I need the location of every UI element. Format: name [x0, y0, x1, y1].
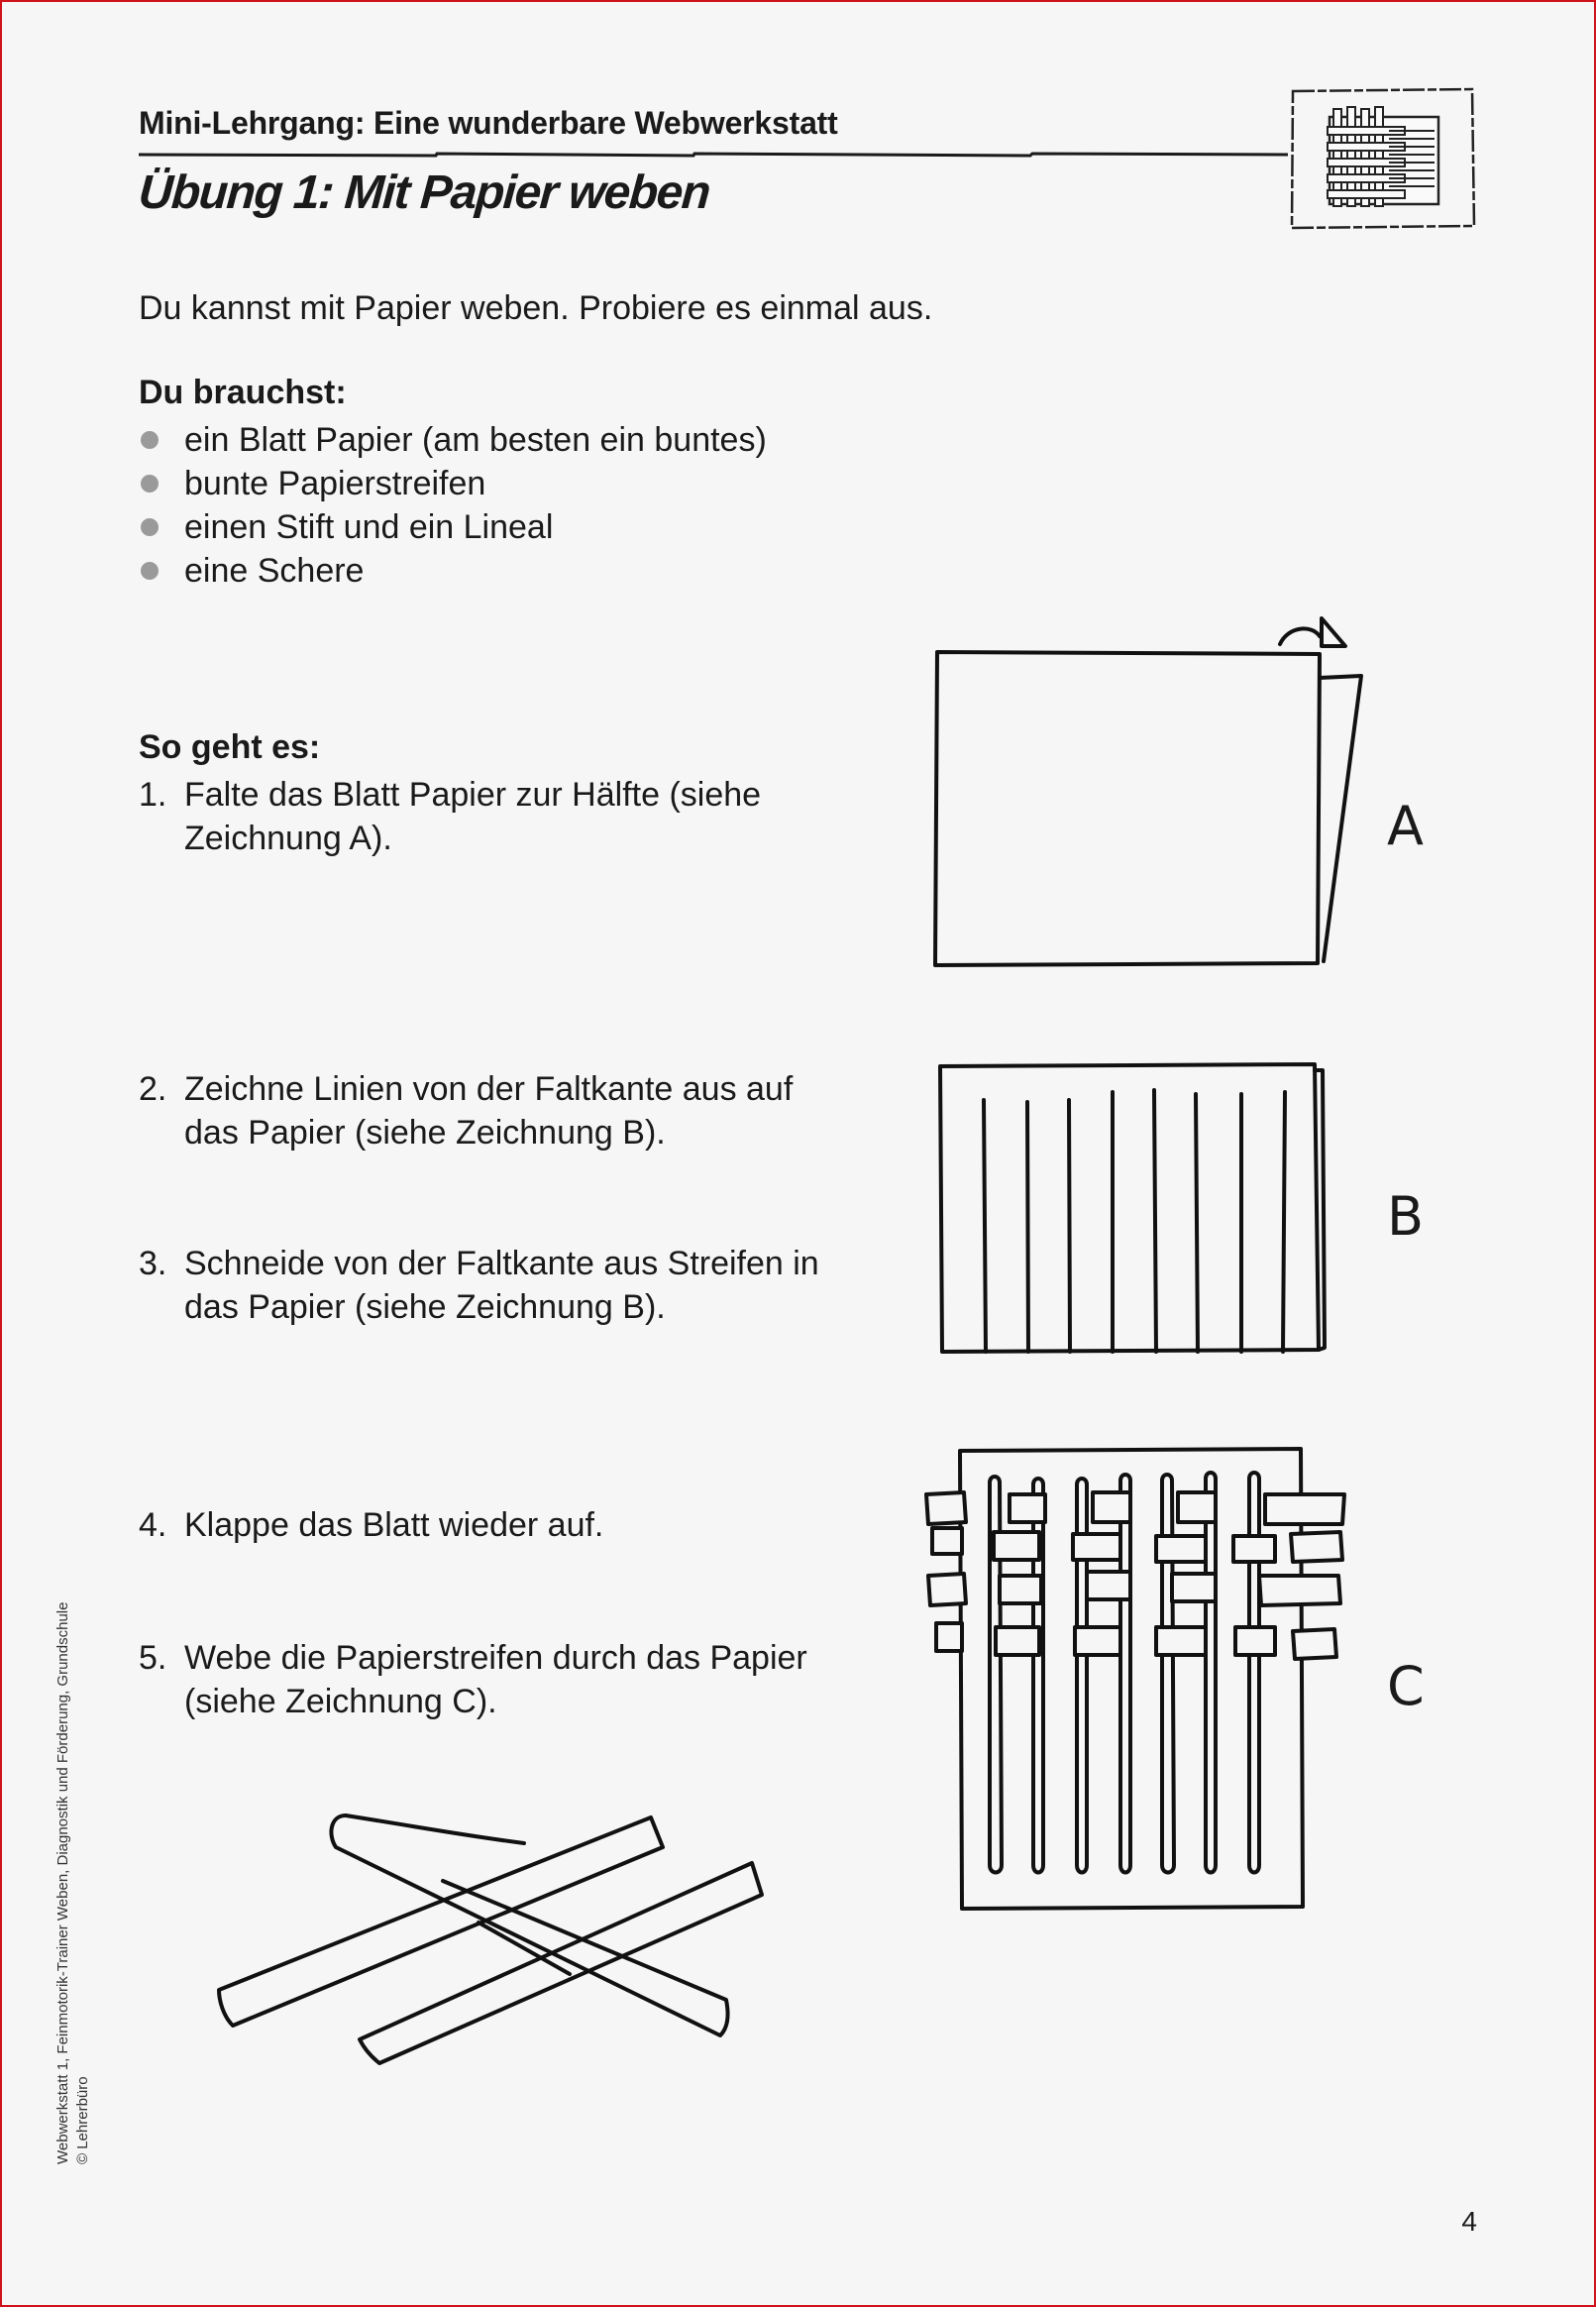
- step-text-line: Zeichnung A).: [184, 820, 392, 857]
- bullet-icon: [141, 518, 159, 536]
- step-2: [139, 1067, 872, 1154]
- drawing-a-folded-paper: [923, 606, 1379, 973]
- step-number: 4.: [139, 1506, 167, 1544]
- drawing-b-cut-paper: [928, 1052, 1344, 1360]
- step-text-line: Klappe das Blatt wieder auf.: [184, 1506, 604, 1544]
- step-text-line: Webe die Papierstreifen durch das Papier: [184, 1639, 807, 1677]
- page-number: 4: [1461, 2206, 1477, 2237]
- instructions-heading: So geht es:: [139, 728, 321, 766]
- list-item: eine Schere: [139, 549, 767, 593]
- credit-line: Webwerkstatt 1, Feinmotorik-Trainer Weben, Diagnostik und Förderung, Grundschule: [54, 1601, 71, 2164]
- series-title: Mini-Lehrgang: Eine wunderbare Webwerkstatt: [139, 105, 838, 141]
- exercise-title: Übung 1: Mit Papier weben: [137, 166, 711, 219]
- copyright-credit: [53, 1602, 93, 2164]
- credit-line: © Lehrerbüro: [74, 2076, 91, 2164]
- bullet-icon: [141, 475, 159, 493]
- step-3: [139, 1242, 872, 1329]
- step-text-line: Schneide von der Faltkante aus Streifen in: [184, 1245, 819, 1282]
- label-c: C: [1387, 1655, 1425, 1717]
- step-number: 1.: [139, 776, 167, 814]
- step-4: [139, 1503, 872, 1547]
- step-number: 2.: [139, 1070, 167, 1108]
- step-5: [139, 1636, 872, 1723]
- weaving-icon: [1290, 87, 1476, 230]
- list-item: ein Blatt Papier (am besten ein buntes): [139, 418, 767, 462]
- step-number: 5.: [139, 1639, 167, 1677]
- list-item: bunte Papierstreifen: [139, 462, 767, 505]
- bullet-icon: [141, 431, 159, 449]
- drawing-c-woven-paper: [918, 1439, 1354, 1915]
- step-text-line: das Papier (siehe Zeichnung B).: [184, 1114, 666, 1152]
- paper-strips-drawing: [205, 1806, 770, 2073]
- label-a: A: [1387, 795, 1424, 857]
- step-text-line: Zeichne Linien von der Faltkante aus auf: [184, 1070, 794, 1108]
- step-text-line: Falte das Blatt Papier zur Hälfte (siehe: [184, 776, 762, 814]
- label-b: B: [1387, 1185, 1425, 1248]
- materials-heading: Du brauchst:: [139, 374, 347, 411]
- materials-list: [139, 418, 767, 593]
- step-text-line: das Papier (siehe Zeichnung B).: [184, 1288, 666, 1326]
- step-1: [139, 773, 872, 860]
- bullet-icon: [141, 562, 159, 580]
- list-item: einen Stift und ein Lineal: [139, 505, 767, 549]
- intro-text: Du kannst mit Papier weben. Probiere es einmal aus.: [139, 289, 933, 327]
- header-rule: [139, 151, 1288, 159]
- step-text-line: (siehe Zeichnung C).: [184, 1683, 497, 1720]
- step-number: 3.: [139, 1245, 167, 1282]
